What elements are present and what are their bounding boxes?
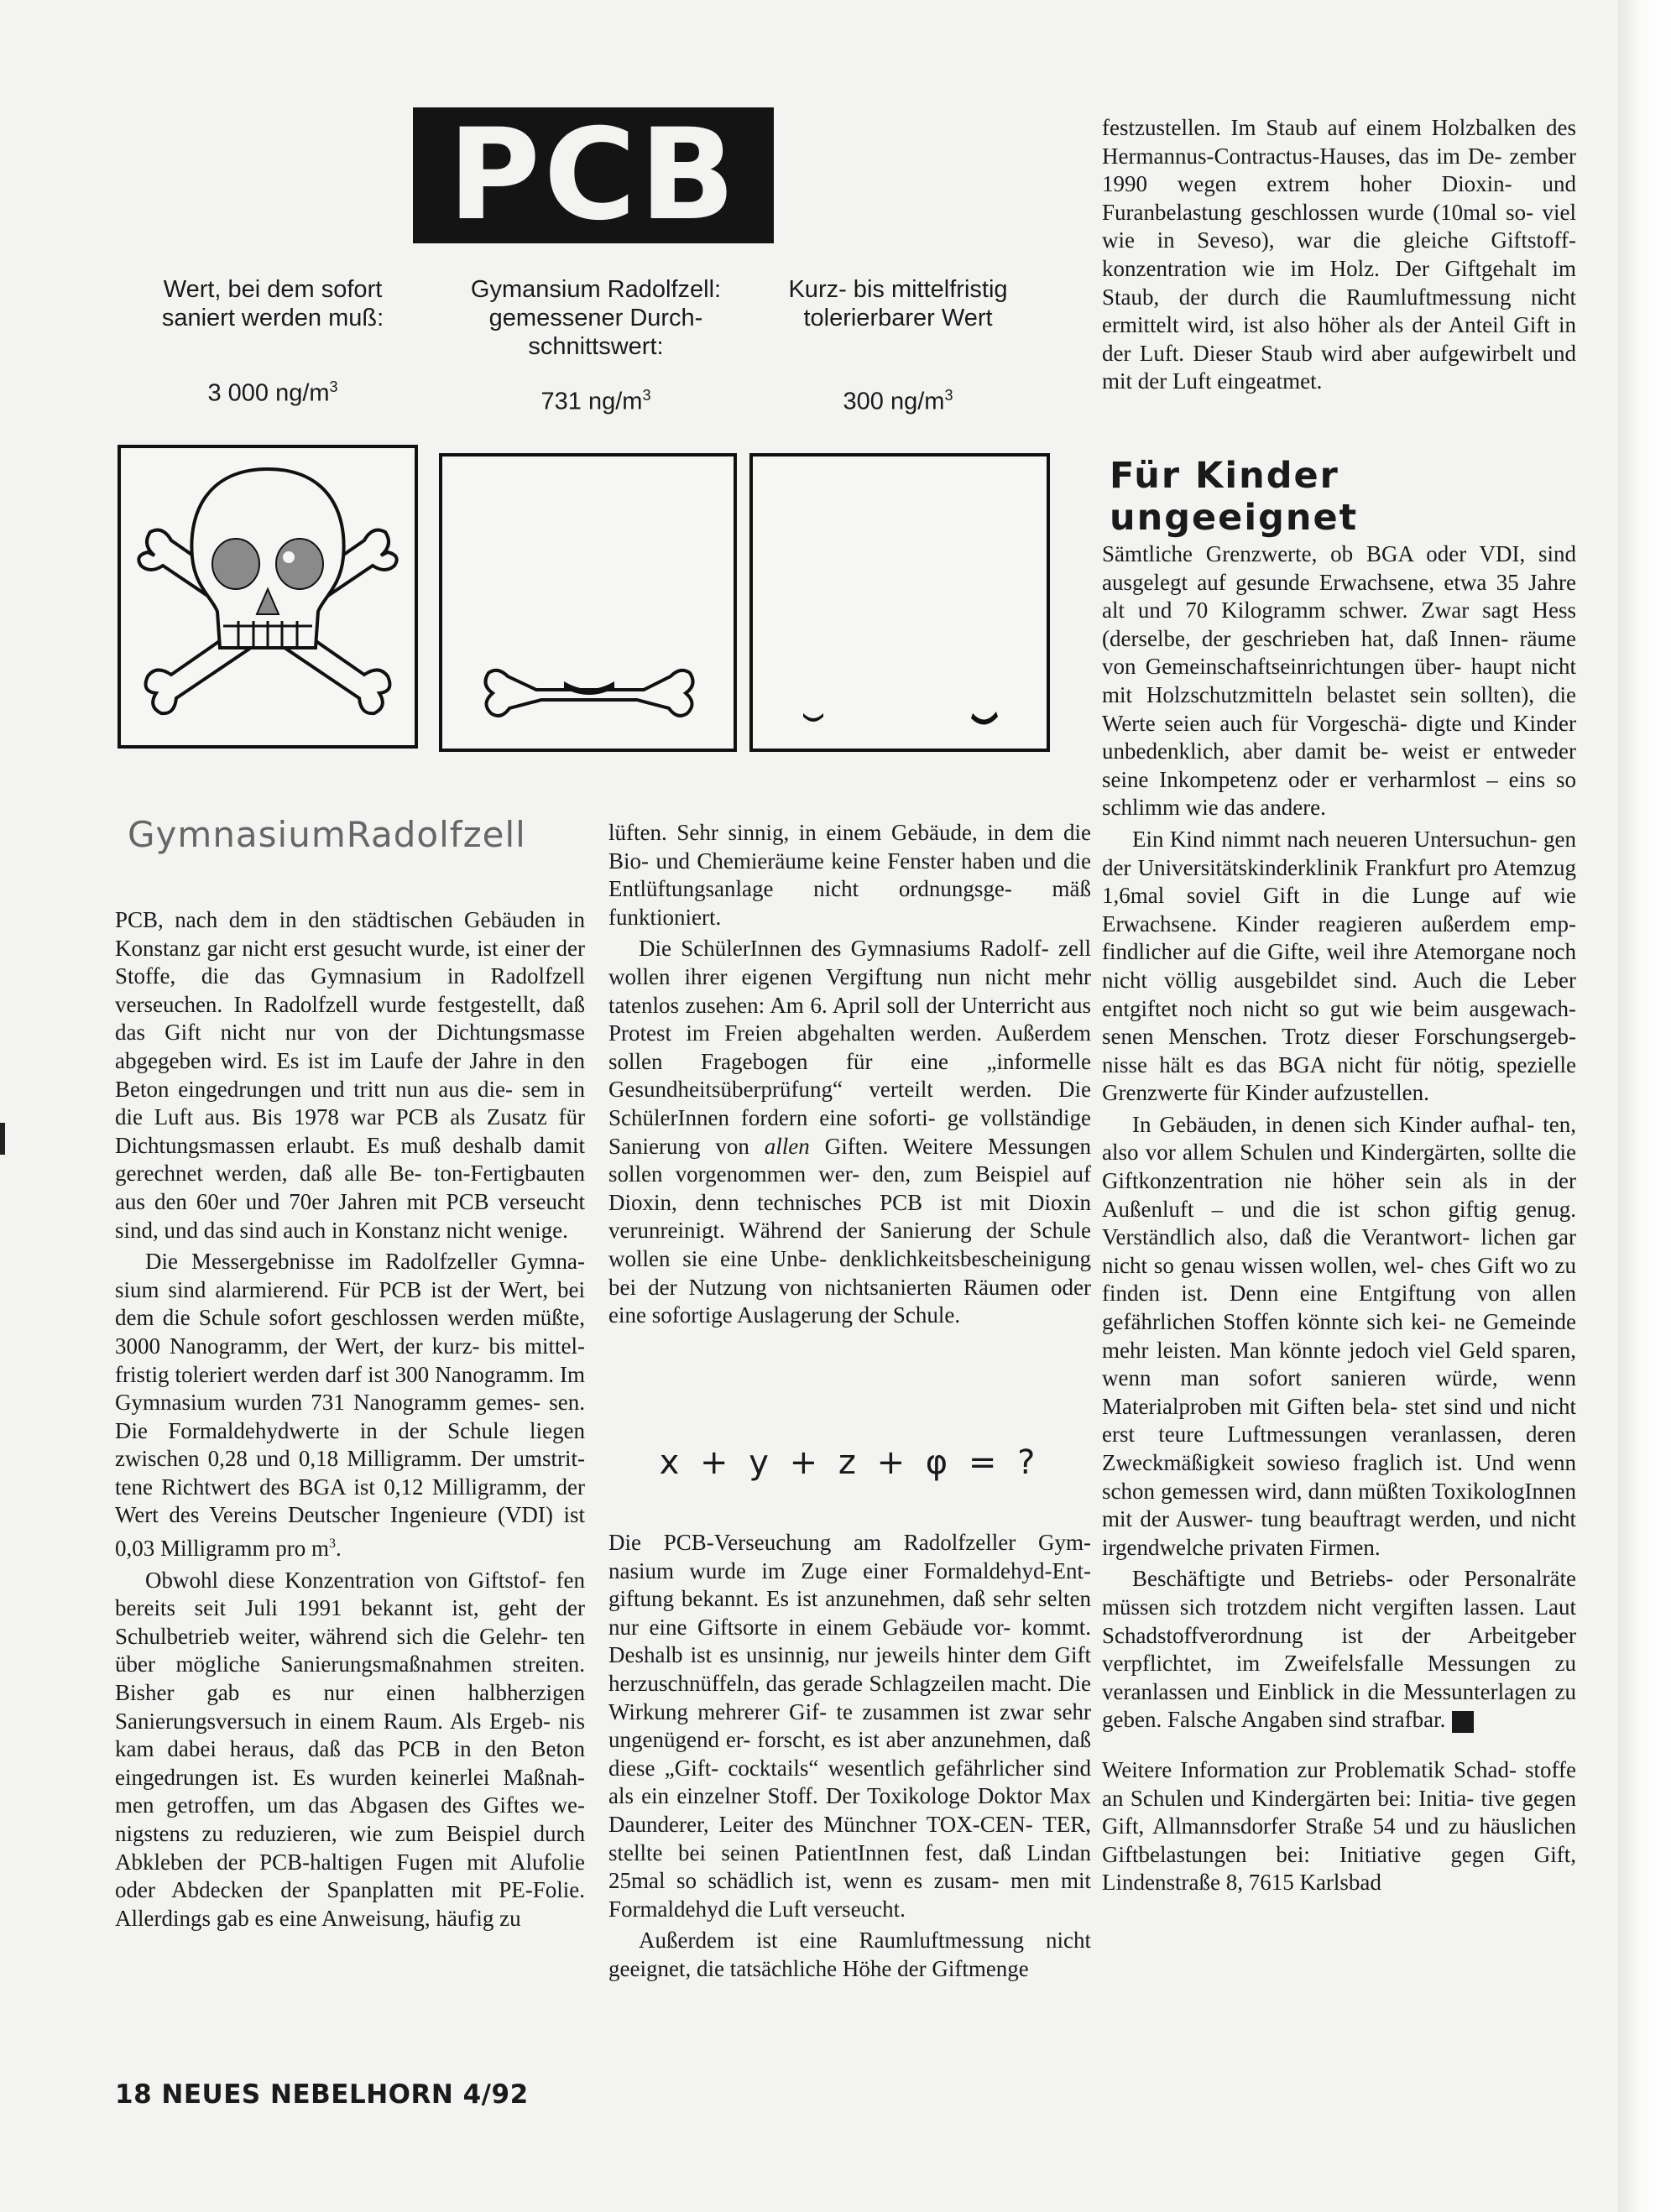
paragraph: lüften. Sehr sinnig, in einem Gebäude, in dem die Bio- und Chemieräume keine Fenster haben und die Entlüftungsanlage nicht ordnungsge- mäß funktioniert. xyxy=(608,820,1091,930)
paragraph: Die Messergebnisse im Radolfzeller Gymna- sium sind alarmierend. Für PCB ist der Wert, bei dem die Schule sofort geschlossen werden müßte, 3000 Nanogramm, der Wert, der kurz- bis mittel- fristig toleriert werden darf ist 300 Nanogramm. Im Gymnasium wurden 731 Nanogramm gemes- sen. Die Formaldehydwerte in der Schule liegen zwischen 0,28 und 0,18 Milligramm. Der umstrit- tene Richtwert des BGA ist 0,12 Milligramm, der Wert des Vereins Deutscher Ingenieure (VDI) ist 0,03 Milligramm pro $m^3$. xyxy=(115,1249,585,1562)
document-end-icon: N xyxy=(1452,1711,1474,1733)
threshold-label-measured: Gymansium Radolfzell: gemessener Durch- schnittswert: xyxy=(470,276,722,360)
paragraph: Die PCB-Verseuchung am Radolfzeller Gym- nasium wurde im Zuge einer Formaldehyd-Ent- giftung bekannt. Es ist anzunehmen, daß sehr selten nur eine Giftsorte in einem Gebäude vor- kommt. Deshalb ist es unsinnig, nur jeweils hinter dem Gift herzuschnüffeln, das gerade Schlagzeilen macht. Die Wirkung mehrerer Gif- te zusammen ist zwar sehr ungenügend er- forscht, es ist aber anzunehmen, daß diese „Gift- cocktails“ wesentlich gefährlicher sind als ein einzelner Stoff. Der Toxikologe Doktor Max Daunderer, Leiter des Münchner TOX-CEN- TER, stellte bei seinen PatientInnen fest, daß Lindan 25mal so schädlich ist, wenn es zusam- men mit Formaldehyd die Luft verseucht. xyxy=(608,1530,1091,1922)
skull-crossbones-icon xyxy=(121,448,415,745)
paragraph: Außerdem ist eine Raumluftmessung nicht geeignet, die tatsächliche Höhe der Giftmenge xyxy=(608,1928,1091,1981)
article-column-3-lower xyxy=(1102,540,1576,1897)
paragraph: PCB, nach dem in den städtischen Gebäuden in Konstanz gar nicht erst gesucht wurde, ist einer der Stoffe, die das Gymnasium in Radolfzell verseuchen. In Radolfzell wurde festgestellt, daß das Gift nicht nur von der Dichtungsmasse abgegeben wird. Es ist im Laufe der Jahre in den Beton eingedrungen und tritt nun aus die- sem in die Luft aus. Bis 1978 war PCB als Zusatz für Dichtungsmassen erlaubt. Es muß deshalb damit gerechnet werden, daß alle Be- ton-Fertigbauten aus den 60er und 70er Jahren mit PCB verseucht sind, und das sind auch in Konstanz nicht wenige. xyxy=(115,907,585,1243)
formula: x + y + z + φ = ? xyxy=(659,1443,1041,1482)
paragraph: Die SchülerInnen des Gymnasiums Radolf- zell wollen ihrer eigenen Vergiftung nun nicht mehr tatenlos zusehen: Am 6. April soll der Unterricht aus Protest im Freien abgehalten werden. Außerdem sollen Fragebogen für eine „informelle Gesundheitsüberprüfung“ verteilt werden. Die SchülerInnen fordern eine soforti- ge vollständige Sanierung von allen Giften. Weitere Messungen sollen vorgenommen wer- den, zum Beispiel auf Dioxin, denn technisches PCB ist mit Dioxin verunreinigt. Während der Sanierung der Schule wollen sie eine Unbe- denklichkeitsbescheinigung bei der Nutzung von nichtsanierten Räumen oder eine sofortige Auslagerung der Schule. xyxy=(608,936,1092,1328)
crossbones-partial-icon xyxy=(442,456,734,749)
threshold-label-tolerable: Kurz- bis mittelfristig tolerierbarer Wert xyxy=(788,276,1008,331)
paragraph: Ein Kind nimmt nach neueren Untersuchun- gen der Universitätskinderklinik Frankfurt pro Atemzug 1,6mal soviel Gift in die Lunge auf wie Erwachsene. Kinder reagieren außerdem emp- findlicher auf die Gifte, weil ihre Atemorgane noch nicht völlig ausgebildet sind. Auch die Leber entgiftet noch nicht so gut wie beim ausgewach- senen Menschen. Trotz dieser Forschungsergeb- nisse hält es das BGA nicht für nötig, spezielle Grenzwerte für Kinder aufzustellen. xyxy=(1102,826,1576,1106)
paragraph: In Gebäuden, in denen sich Kinder aufhal- ten, also vor allem Schulen und Kindergärten, sollte die Giftkonzentration nie höher sein als in der Außenluft – und die ist schon giftig genug. Verständlich also, daß die Verantwort- lichen gar nicht so genau wissen wollen, wel- ches Gift wo zu finden ist. Denn eine Entgiftung von allen gefährlichen Stoffen könnte sich kei- ne Gemeinde mehr leisten. Man könnte jedoch viel Geld sparen, wenn man sofort sanieren würde, wenn Materialproben mit Giften bela- stet sind und nicht erst teure Luftmessungen veranlassen, deren Zweckmäßigkeit sowieso fraglich ist. Und wenn schon gemessen wird, dann müßten ToxikologInnen mit der Auswer- tung beauftragt werden, und nicht irgendwelche privaten Firmen. xyxy=(1102,1111,1576,1560)
threshold-value-immediate: 3 000 $ng/m^3$ xyxy=(207,378,338,407)
threshold-value-tolerable: 300 $ng/m^3$ xyxy=(843,387,953,415)
threshold-value-measured: 731 $ng/m^3$ xyxy=(540,387,651,415)
threshold-label-immediate: Wert, bei dem sofort saniert werden muß: xyxy=(161,276,384,331)
pcb-title: PCB xyxy=(413,107,774,243)
section-heading-kinder: Für Kinder ungeeignet xyxy=(1110,455,1359,539)
skull-box-full xyxy=(117,445,418,749)
paragraph: Obwohl diese Konzentration von Giftstof- fen bereits seit Juli 1991 bekannt ist, geht der Schulbetrieb weiter, während sich die Gelehr- ten über mögliche Sanierungsmaßnahmen streiten. Bisher gab es nur einen halbherzigen Sanierungsversuch in einem Raum. Als Ergeb- nis kam dabei heraus, daß das PCB in den Beton eingedrungen ist. Es wurden keinerlei Maßnah- men getroffen, um das Abgasen des Giftes we- nigstens zu reduzieren, wie zum Beispiel durch Abkleben der PCB-haltigen Fugen mit Alufolie oder Abdecken der Spanplatten mit PE-Folie. Allerdings gab es eine Anweisung, häufig zu xyxy=(115,1567,585,1931)
scan-mark xyxy=(0,1123,5,1155)
skull-box-partial xyxy=(439,453,737,752)
page-footer: 18 NEUES NEBELHORN 4/92 xyxy=(115,2079,529,2110)
crossbones-ends-icon xyxy=(753,456,1047,749)
article-column-1 xyxy=(115,906,585,1933)
page-edge xyxy=(1618,0,1671,2212)
info-paragraph: Weitere Information zur Problematik Schad- stoffe an Schulen und Kindergärten bei: Initia- tive gegen Gift, Allmannsdorfer Straße 54 und zu häuslichen Giftbelastungen bei: Initiative gegen Gift, Lindenstraße 8, 7615 Karlsbad xyxy=(1102,1756,1576,1896)
section-heading-gymnasium: GymnasiumRadolfzell xyxy=(128,814,526,855)
skull-box-minimal xyxy=(749,453,1050,752)
paragraph: Beschäftigte und Betriebs- oder Personalräte müssen sich trotzdem nicht vergiften lassen. Laut Schadstoffverordnung ist der Arbeitgeber verpflichtet, im Zweifelsfalle Messungen zu veranlassen und Einblick in die Messunterlagen zu geben. Falsche Angaben sind strafbar. N xyxy=(1102,1566,1576,1733)
article-column-3 xyxy=(1102,114,1576,396)
article-column-2-lower xyxy=(608,1529,1091,1984)
article-column-2 xyxy=(608,819,1091,1330)
paragraph: Sämtliche Grenzwerte, ob BGA oder VDI, sind ausgelegt auf gesunde Erwachsene, etwa 35 Jahre alt und 70 Kilogramm schwer. Zwar sagt Hess (derselbe, der geschrieben hat, daß Innen- räume von Gemeinschaftseinrichtungen über- haupt nicht mit Holzschutzmitteln belastet sein sollten), die Werte seien auch für Vorgeschä- digte und Kinder unbedenklich, aber damit be- weist er entweder seine Inkompetenz oder er verharmlost – eins so schlimm wie das andere. xyxy=(1102,541,1576,821)
paragraph: festzustellen. Im Staub auf einem Holzbalken des Hermannus-Contractus-Hauses, das im De- zember 1990 wegen extrem hoher Dioxin- und Furanbelastung geschlossen wurde (10mal so- viel wie in Seveso), war die gleiche Giftstoff- konzentration wie im Holz. Der Giftgehalt im Staub, der durch die Raumluftmessung nicht ermittelt wird, ist also höher als der Anteil Gift in der Luft. Dieser Staub wird aber aufgewirbelt und mit der Luft eingeatmet. xyxy=(1102,115,1576,394)
